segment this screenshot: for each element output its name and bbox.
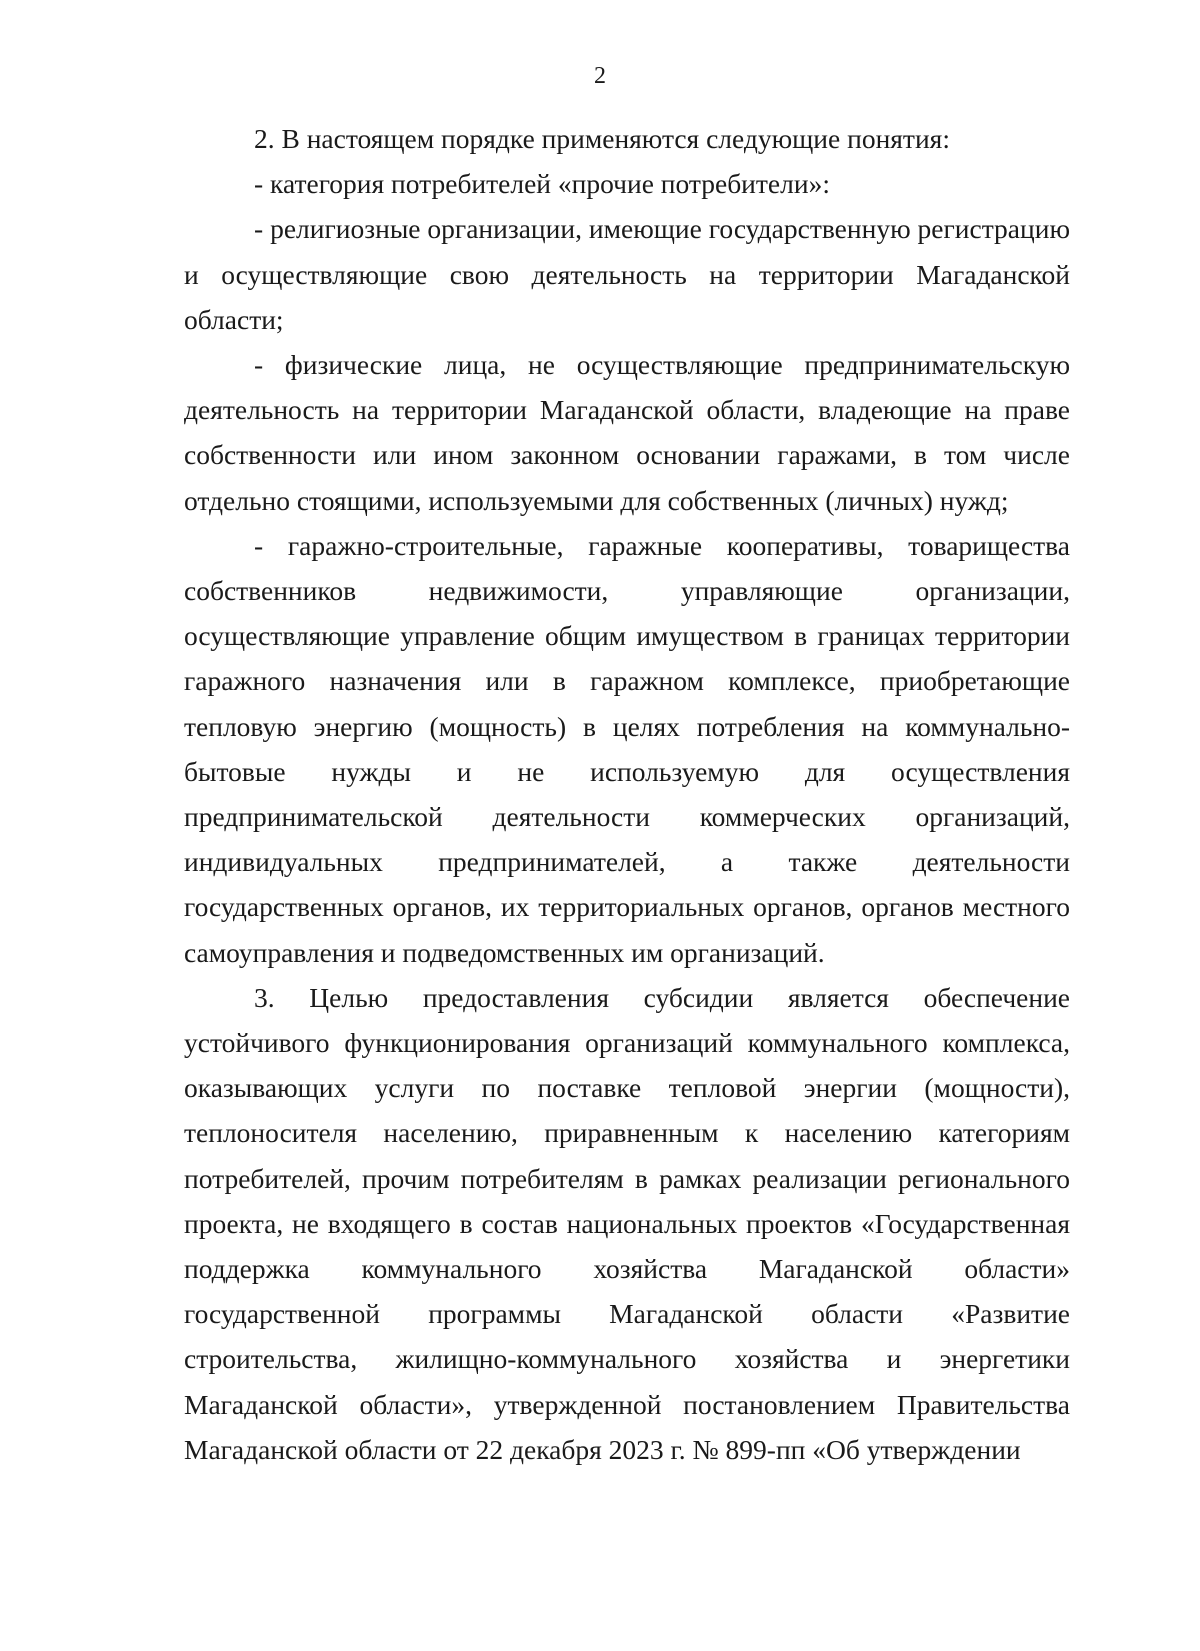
paragraph-religious-organizations: - религиозные организации, имеющие государственную регистрацию и осуществляющие свою деятельность на территории Магаданской области;: [184, 213, 1070, 335]
page-number: 2: [594, 63, 606, 89]
paragraph-definitions-intro: 2. В настоящем порядке применяются следующие понятия:: [254, 123, 950, 154]
document-body: [184, 116, 1070, 1472]
paragraph-individuals-garages: - физические лица, не осуществляющие предпринимательскую деятельность на территории Магаданской области, владеющие на праве собственности или ином законном основании гаражами, в том числе отдельно стоящими, используемыми для собственных (личных) нужд;: [184, 349, 1070, 516]
paragraph-subsidy-purpose: 3. Целью предоставления субсидии является обеспечение устойчивого функционирования организаций коммунального комплекса, оказывающих услуги по поставке тепловой энергии (мощности), теплоносителя населению, приравненным к населению категориям потребителей, прочим потребителям в рамках реализации регионального проекта, не входящего в состав национальных проектов «Государственная поддержка коммунального хозяйства Магаданской области» государственной программы Магаданской области «Развитие строительства, жилищно-коммунального хозяйства и энергетики Магаданской области», утвержденной постановлением Правительства Магаданской области от 22 декабря 2023 г. № 899-пп «Об утверждении: [184, 981, 1070, 1465]
paragraph-category-other-consumers: - категория потребителей «прочие потребители»:: [254, 168, 830, 200]
paragraph-garage-cooperatives: - гаражно-строительные, гаражные кооперативы, товарищества собственников недвижимости, управляющие организации, осуществляющие управление общим имуществом в границах территории гаражного назначения или в гаражном комплексе, приобретающие тепловую энергию (мощность) в целях потребления на коммунально-бытовые нужды и не используемую для осуществления предпринимательской деятельности коммерческих организаций, индивидуальных предпринимателей, а также деятельности государственных органов, их территориальных органов, органов местного самоуправления и подведомственных им организаций.: [184, 529, 1070, 968]
